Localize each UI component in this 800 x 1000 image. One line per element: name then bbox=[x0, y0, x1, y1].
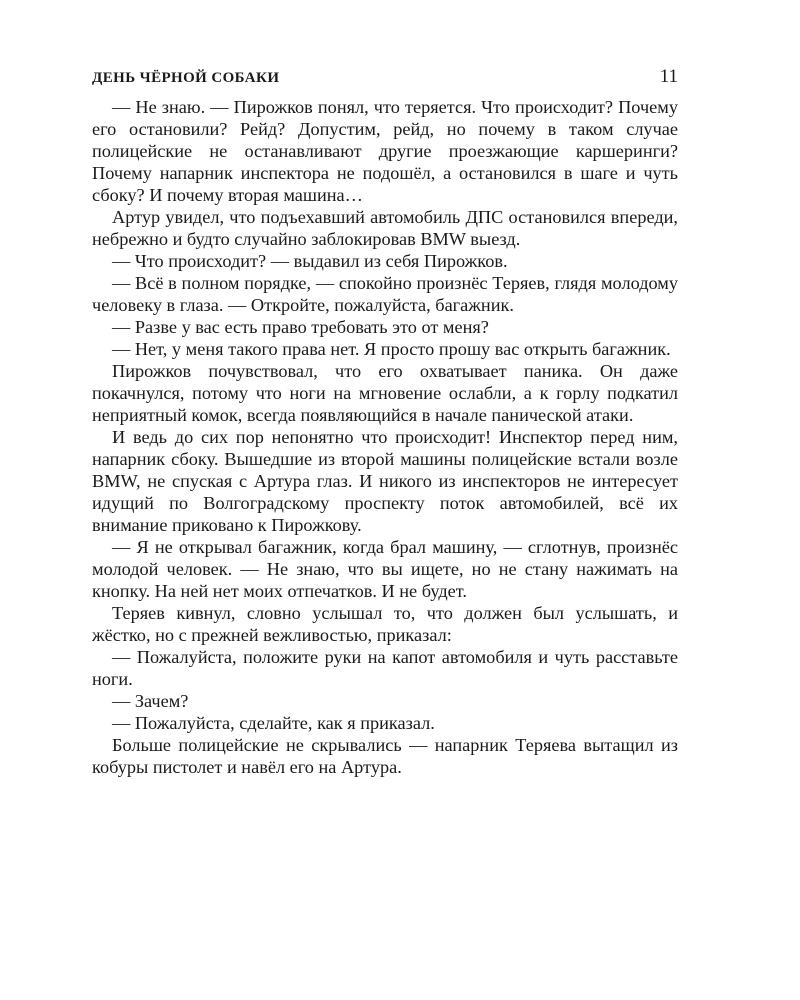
paragraph: Пирожков почувствовал, что его охватывает паника. Он даже покачнулся, потому что ноги на мгновение ослабли, а к горлу подкатил неприятный комок, всегда появляющийся в начале панической атаки. bbox=[92, 361, 678, 425]
book-page bbox=[92, 64, 678, 778]
paragraph: — Всё в полном порядке, — спокойно произнёс Теряев, глядя молодому человеку в глаза. — Откройте, пожалуйста, багажник. bbox=[92, 273, 678, 315]
running-head bbox=[92, 64, 678, 92]
paragraph: — Не знаю. — Пирожков понял, что теряется. Что происходит? Почему его остановили? Рейд? Допустим, рейд, но почему в таком случае полицейские не останавливают другие проезжающие каршеринги? Почему напарник инспектора не подошёл, а остановился в шаге и чуть сбоку? И почему вторая машина… bbox=[92, 97, 678, 205]
paragraph: Артур увидел, что подъехавший автомобиль ДПС остановился впереди, небрежно и будто случайно заблокировав BMW выезд. bbox=[92, 207, 678, 249]
paragraph: — Зачем? bbox=[112, 691, 189, 711]
paragraph: — Я не открывал багажник, когда брал машину, — сглотнув, произнёс молодой человек. — Не знаю, что вы ищете, но не стану нажимать на кнопку. На ней нет моих отпечатков. И не будет. bbox=[92, 537, 678, 601]
paragraph: — Пожалуйста, положите руки на капот автомобиля и чуть расставьте ноги. bbox=[92, 647, 678, 689]
page-number: 11 bbox=[659, 66, 678, 87]
body-text bbox=[92, 96, 678, 778]
paragraph: И ведь до сих пор непонятно что происходит! Инспектор перед ним, напарник сбоку. Вышедшие из второй машины полицейские встали возле BMW, не спуская с Артура глаз. И никого из инспекторов не интересует идущий по Волгоградскому проспекту поток автомобилей, всё их внимание приковано к Пирожкову. bbox=[92, 427, 678, 535]
paragraph: — Разве у вас есть право требовать это от меня? bbox=[112, 317, 489, 337]
paragraph: — Нет, у меня такого права нет. Я просто прошу вас открыть багажник. bbox=[112, 339, 671, 359]
paragraph: Больше полицейские не скрывались — напарник Теряева вытащил из кобуры пистолет и навёл его на Артура. bbox=[92, 735, 678, 777]
paragraph: — Пожалуйста, сделайте, как я приказал. bbox=[112, 713, 435, 733]
book-title: ДЕНЬ ЧЁРНОЙ СОБАКИ bbox=[92, 70, 280, 86]
paragraph: — Что происходит? — выдавил из себя Пирожков. bbox=[112, 251, 508, 271]
paragraph: Теряев кивнул, словно услышал то, что должен был услышать, и жёстко, но с прежней вежливостью, приказал: bbox=[92, 603, 678, 645]
